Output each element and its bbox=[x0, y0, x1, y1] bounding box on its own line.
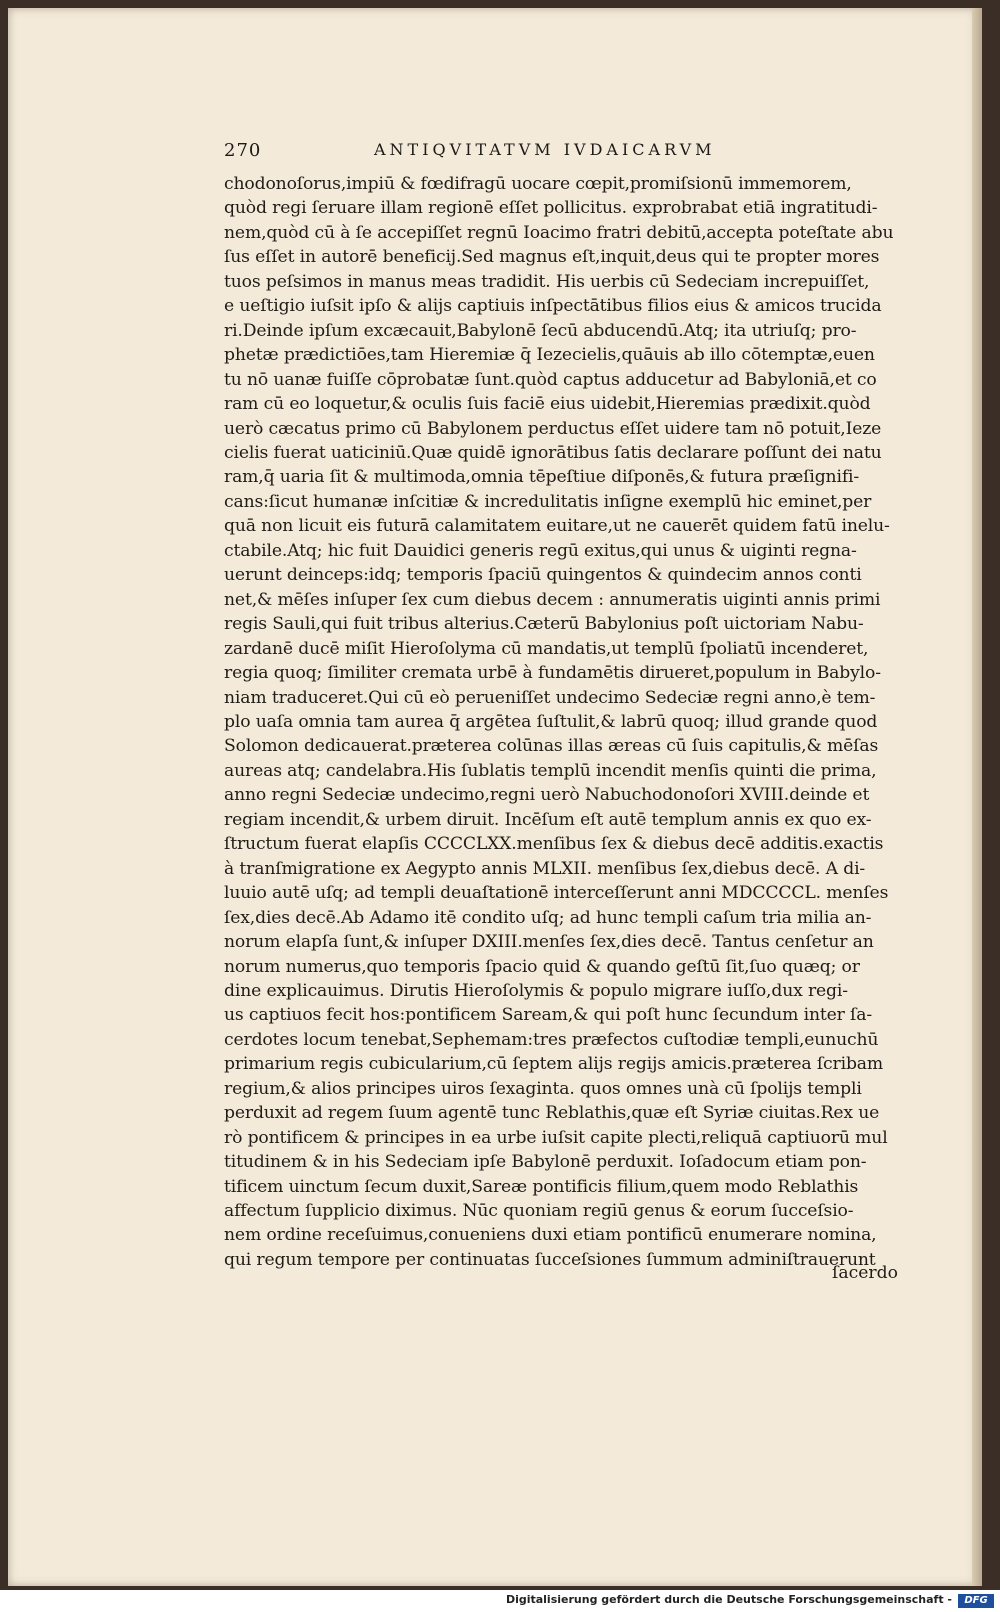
text-line: ri.Deinde ipſum excæcauit,Babylonē ſecū abducendū.Atq; ita utriuſq; pro- bbox=[224, 320, 857, 341]
page-number: 270 bbox=[224, 140, 262, 161]
text-line: us captiuos fecit hos:pontificem Saream,& qui poſt hunc ſecundum inter ſa- bbox=[224, 1005, 872, 1026]
text-line: norum elapſa ſunt,& inſuper DXIII.menſes ſex,dies decē. Tantus cenſetur an bbox=[224, 932, 874, 953]
text-line: niam traduceret.Qui cū eò perueniſſet undecimo Sedeciæ regni anno,è tem- bbox=[224, 687, 876, 708]
text-line: ſex,dies decē.Ab Adamo itē condito uſq; ad hunc templi caſum tria milia an- bbox=[224, 907, 872, 928]
text-line: cerdotes locum tenebat,Sephemam:tres præfectos cuſtodiæ templi,eunuchū bbox=[224, 1029, 879, 1050]
text-line: Solomon dedicauerat.præterea colūnas illas æreas cū ſuis capitulis,& mēſas bbox=[224, 736, 879, 757]
body-text bbox=[224, 172, 924, 1272]
text-line: quòd regi ſeruare illam regionē eſſet pollicitus. exprobrabat etiā ingratitudi- bbox=[224, 198, 878, 219]
text-line: ſtructum fuerat elapſis CCCCLXX.menſibus ſex & diebus decē additis.exactis bbox=[224, 834, 884, 855]
text-line: nem,quòd cū à ſe accepiſſet regnū Ioacimo fratri debitū,accepta poteſtate abu bbox=[224, 222, 894, 243]
text-line: tu nō uanæ fuiſſe cōprobatæ ſunt.quòd captus adducetur ad Babyloniā,et co bbox=[224, 369, 877, 390]
footer-credit: Digitalisierung gefördert durch die Deutsche Forschungsgemeinschaft - bbox=[505, 1593, 952, 1606]
footer-bar bbox=[0, 1590, 1000, 1612]
text-line: norum numerus,quo temporis ſpacio quid & quando geſtū ſit,ſuo quæq; or bbox=[224, 956, 860, 977]
text-line: e ueſtigio iuſsit ipſo & alijs captiuis inſpectātibus filios eius & amicos trucida bbox=[224, 296, 882, 317]
text-line: aureas atq; candelabra.His ſublatis templū incendit menſis quinti die prima, bbox=[224, 760, 877, 781]
text-line: cans:ſicut humanæ inſcitiæ & incredulitatis inſigne exemplū hic eminet,per bbox=[224, 491, 872, 512]
text-line: regium,& alios principes uiros ſexaginta. quos omnes unà cū ſpolijs templi bbox=[224, 1078, 862, 1099]
text-line: ram cū eo loquetur,& oculis ſuis faciē eius uidebit,Hieremias prædixit.quòd bbox=[224, 394, 871, 415]
text-line: tificem uinctum ſecum duxit,Sareæ pontificis filium,quem modo Reblathis bbox=[224, 1176, 859, 1197]
text-line: luuio autē uſq; ad templi deuaſtationē interceſſerunt anni MDCCCCL. menſes bbox=[224, 883, 889, 904]
text-line: titudinem & in his Sedeciam ipſe Babylonē perduxit. Ioſadocum etiam pon- bbox=[224, 1152, 867, 1173]
text-line: primarium regis cubicularium,cū ſeptem alijs regijs amicis.præterea ſcribam bbox=[224, 1054, 884, 1075]
text-line: zardanē ducē miſit Hieroſolyma cū mandatis,ut templū ſpoliatū incenderet, bbox=[224, 638, 869, 659]
text-line: uerò cæcatus primo cū Babylonem perductus eſſet uidere tam nō potuit,Ieze bbox=[224, 418, 882, 439]
text-line: regis Sauli,qui fuit tribus alterius.Cæterū Babylonius poſt uictoriam Nabu- bbox=[224, 614, 864, 635]
running-title: ANTIQVITATVM IVDAICARVM bbox=[374, 140, 716, 159]
page-header bbox=[224, 140, 764, 168]
text-line: qui regum tempore per continuatas ſucceſsiones ſummum adminiſtrauerunt bbox=[224, 1249, 876, 1270]
text-line: tuos peſsimos in manus meas tradidit. His uerbis cū Sedeciam increpuiſſet, bbox=[224, 271, 870, 292]
text-line: ram,q̄ uaria ſit & multimoda,omnia tēpeſtiue diſponēs,& futura præſignifi- bbox=[224, 467, 860, 488]
text-line: ſus eſſet in autorē beneficij.Sed magnus eſt,inquit,deus qui te propter mores bbox=[224, 247, 880, 268]
dfg-logo: DFG bbox=[958, 1594, 994, 1608]
text-line: quā non licuit eis futurā calamitatem euitare,ut ne cauerēt quidem fatū inelu- bbox=[224, 516, 890, 537]
text-line: uerunt deinceps:idq; temporis ſpaciū quingentos & quindecim annos conti bbox=[224, 565, 862, 586]
text-line: regia quoq; ſimiliter cremata urbē à fundamētis dirueret,populum in Babylo- bbox=[224, 663, 881, 684]
text-line: net,& mēſes inſuper ſex cum diebus decem : annumeratis uiginti annis primi bbox=[224, 589, 881, 610]
text-line: affectum ſupplicio diximus. Nūc quoniam regiū genus & eorum ſucceſsio- bbox=[224, 1201, 854, 1222]
text-line: plo uaſa omnia tam aurea q̄ argētea ſuſtulit,& labrū quoq; illud grande quod bbox=[224, 711, 878, 732]
text-line: à tranſmigratione ex Aegypto annis MLXII. menſibus ſex,diebus decē. A di- bbox=[224, 858, 866, 879]
text-line: chodonoſorus,impiū & fœdifragū uocare cœpit,promiſsionū immemorem, bbox=[224, 174, 852, 194]
text-line: dine explicauimus. Dirutis Hieroſolymis & populo migrare iuſſo,dux regi- bbox=[224, 980, 848, 1001]
text-line: cielis fuerat uaticiniū.Quæ quidē ignorātibus ſatis declarare poſſunt dei natu bbox=[224, 442, 882, 463]
text-line: anno regni Sedeciæ undecimo,regni uerò Nabuchodonoſori XVIII.deinde et bbox=[224, 785, 870, 806]
text-line: ctabile.Atq; hic fuit Dauidici generis regū exitus,qui unus & uiginti regna- bbox=[224, 540, 857, 561]
text-line: phetæ prædictiōes,tam Hieremiæ q̄ Iezecielis,quāuis ab illo cōtemptæ,euen bbox=[224, 345, 875, 366]
text-line: rò pontificem & principes in ea urbe iuſsit capite plecti,reliquā captiuorū mul bbox=[224, 1127, 888, 1148]
text-line: nem ordine receſuimus,conueniens duxi etiam pontificū enumerare nomina, bbox=[224, 1225, 877, 1246]
text-line: perduxit ad regem ſuum agentē tunc Reblathis,quæ eſt Syriæ ciuitas.Rex ue bbox=[224, 1103, 880, 1124]
catchword: ſacerdo bbox=[832, 1263, 898, 1283]
page-edge bbox=[972, 8, 982, 1586]
text-line: regiam incendit,& urbem diruit. Incēſum eſt autē templum annis ex quo ex- bbox=[224, 809, 872, 830]
